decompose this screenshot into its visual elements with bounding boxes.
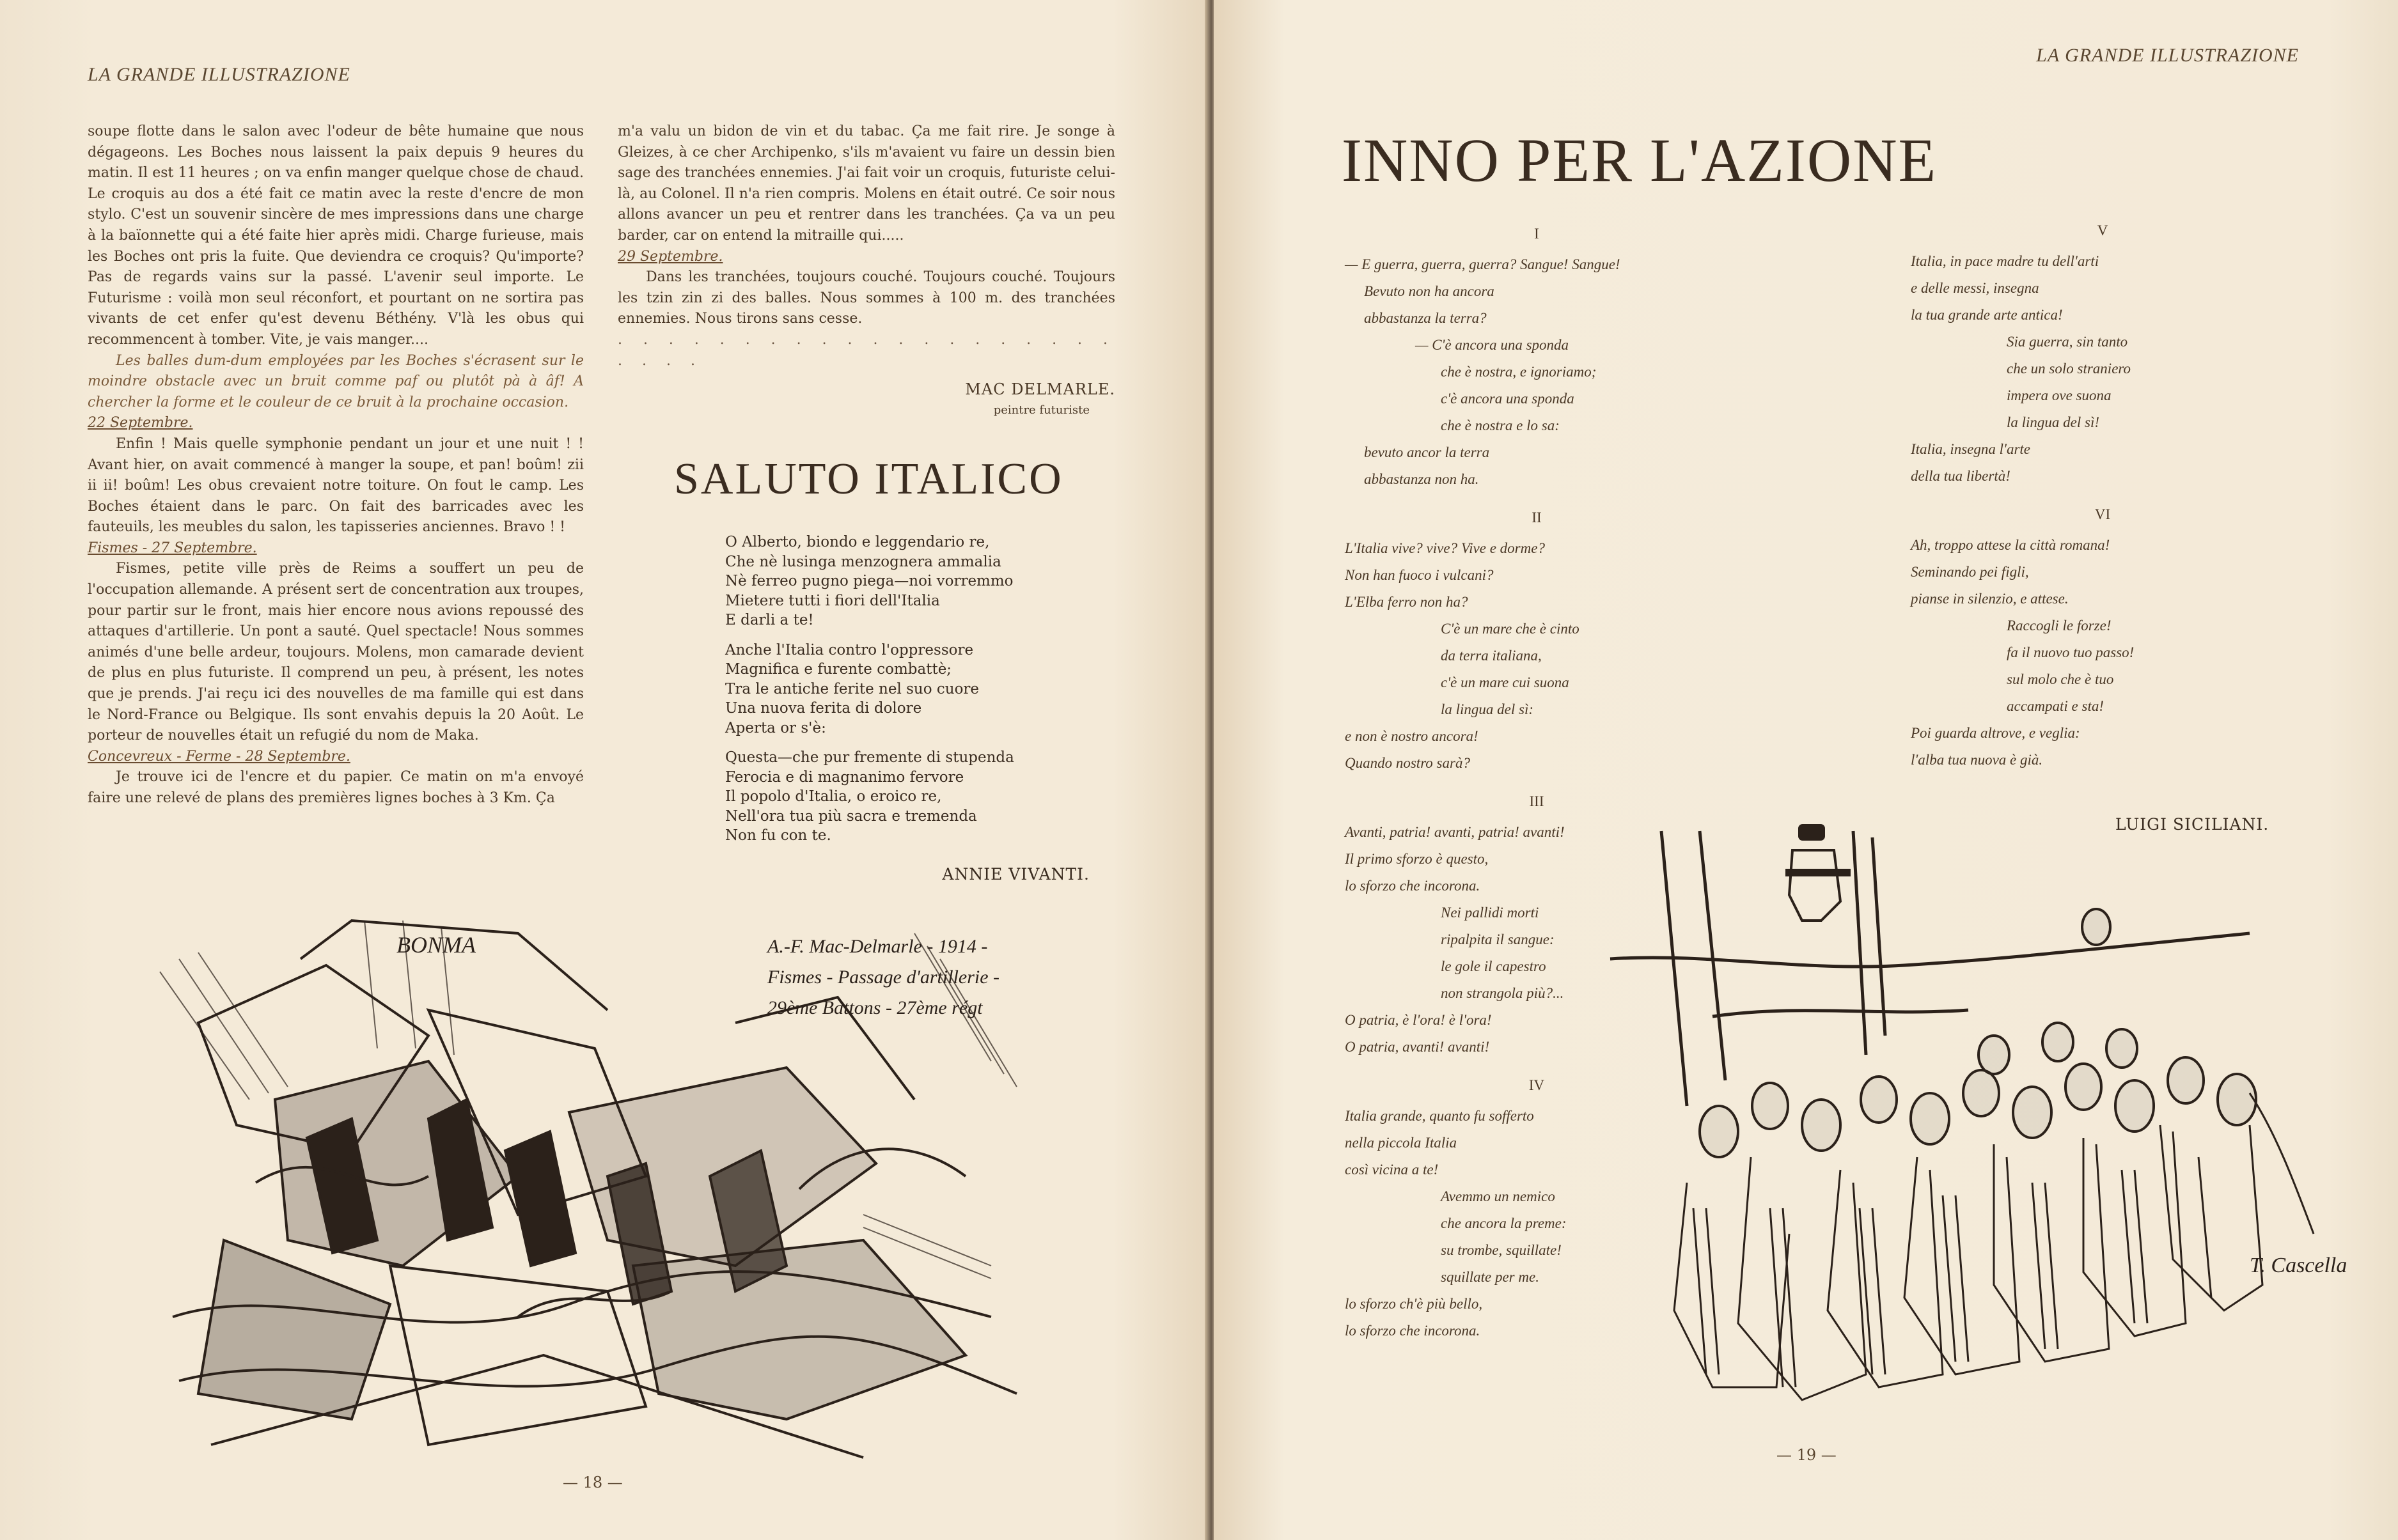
- poem-line: e non è nostro ancora!: [1345, 728, 1478, 744]
- poem-line: Non han fuoco i vulcani?: [1345, 567, 1494, 583]
- poem-line: che è nostra e lo sa:: [1441, 417, 1560, 433]
- poem-line: c'è ancora una sponda: [1441, 391, 1574, 407]
- poem-line: che ancora la preme:: [1441, 1215, 1567, 1231]
- journal-paragraph: Fismes, petite ville près de Reims a souffert un peu de l'occupation allemande. A présent sert de concentration aux troupes, pour partir sur le front, mais hier encore nous avions repoussé des attaques d'artillerie. Un pont a sauté. Quel spectacle! Nous sommes animés d'une belle ardeur, toujours. Molens, mon camarade devient de plus en plus futuriste. Il comprend un peu, à présent, les notes que je prends. J'ai reçu ici des nouvelles de ma famille qui est dans le Nord-France ou Belgique. Ils sont envahis depuis la 20 Août. Le porteur de nouvelles était un refugié du nom de Maka.: [88, 561, 584, 744]
- dateline: 29 Septembre.: [618, 248, 723, 265]
- poem-title-inno: INNO PER L'AZIONE: [1342, 126, 1938, 194]
- poem-line: la lingua del sì:: [1441, 701, 1534, 717]
- poem-line: Il primo sforzo è questo,: [1345, 851, 1489, 867]
- poem-section: [1345, 504, 1728, 777]
- left-page-header: LA GRANDE ILLUSTRAZIONE: [88, 64, 350, 85]
- poem-line: ripalpita il sangue:: [1441, 931, 1555, 947]
- poem-line: Italia grande, quanto fu sofferto: [1345, 1108, 1534, 1124]
- poem-line: — C'è ancora una sponda: [1415, 337, 1569, 353]
- dateline: Concevreux - Ferme - 28 Septembre.: [88, 748, 350, 765]
- sketch-inscription-line: 29ème Battons - 27ème régt: [767, 997, 983, 1018]
- poem-author: ANNIE VIVANTI.: [942, 865, 1090, 883]
- poem-line: abbastanza la terra?: [1364, 310, 1487, 326]
- journal-paragraph: Je trouve ici de l'encre et du papier. Ce matin on m'a envoyé faire une relevé de plans des premières lignes boches à 3 Km. Ça: [88, 769, 584, 806]
- poem-line: impera ove suona: [2007, 387, 2112, 403]
- poem-line: Raccogli le forze!: [2007, 618, 2112, 634]
- stanza-number: II: [1532, 509, 1542, 525]
- poem-line: della tua libertà!: [1911, 468, 2010, 484]
- poem-line: così vicina a te!: [1345, 1162, 1439, 1178]
- poem-line: nella piccola Italia: [1345, 1135, 1457, 1151]
- poem-line: Italia, in pace madre tu dell'arti: [1911, 253, 2099, 269]
- dateline: 22 Septembre.: [88, 415, 193, 432]
- sketch-inscription-line: A.-F. Mac-Delmarle - 1914 -: [767, 936, 988, 957]
- author-signature: MAC DELMARLE.: [965, 380, 1115, 399]
- poem-line: Italia, insegna l'arte: [1911, 441, 2030, 457]
- poem-line: C'è un mare che è cinto: [1441, 621, 1579, 637]
- dateline: Fismes - 27 Septembre.: [88, 540, 257, 556]
- poem-line: Avanti, patria! avanti, patria! avanti!: [1345, 824, 1565, 840]
- illustration-signature: T. Cascella: [2250, 1254, 2347, 1277]
- right-page-header: LA GRANDE ILLUSTRAZIONE: [2036, 45, 2299, 66]
- poem-line: fa il nuovo tuo passo!: [2007, 644, 2135, 660]
- journal-paragraph-italic: Les balles dum-dum employées par les Boches s'écrasent sur le moindre obstacle avec un bruit comme paf ou plutôt pà à âf! A chercher la forme et le couleur de ce bruit à la prochaine occasion.: [88, 352, 584, 410]
- poem-line: Mietere tutti i fiori dell'Italia: [725, 592, 940, 609]
- poem-line: da terra italiana,: [1441, 648, 1542, 664]
- poem-inno-right-column: [1911, 217, 2294, 774]
- poem-line: Che nè lusinga menzognera ammalia: [725, 553, 1001, 570]
- poem-line: Ferocia e di magnanimo fervore: [725, 768, 964, 786]
- poem-line: bevuto ancor la terra: [1364, 444, 1490, 460]
- journal-paragraph: Dans les tranchées, toujours couché. Toujours couché. Toujours les tzin zin zi des balles. Nous sommes à 100 m. des tranchées ennemies. Nous tirons sans cesse.: [618, 269, 1115, 327]
- poem-line: la tua grande arte antica!: [1911, 307, 2063, 323]
- poem-saluto-italico: [725, 533, 1014, 856]
- page-number: — 19 —: [1776, 1446, 1837, 1464]
- poem-line: non strangola più?...: [1441, 985, 1564, 1001]
- stanza-number: V: [2097, 222, 2108, 238]
- poem-line: Questa—che pur fremente di stupenda: [725, 749, 1014, 766]
- poem-line: e delle messi, insegna: [1911, 280, 2039, 296]
- ellipsis-dots: . . . . . . . . . . . . . . . . . . . . . . . .: [618, 331, 1115, 369]
- poem-stanza: [725, 641, 1014, 738]
- poem-stanza: [725, 748, 1014, 846]
- poem-line: O patria, avanti! avanti!: [1345, 1039, 1490, 1055]
- poem-line: — E guerra, guerra, guerra? Sangue! Sangue!: [1345, 256, 1620, 272]
- journal-paragraph: soupe flotte dans le salon avec l'odeur de bête humaine que nous dégageons. Les Boches nous laissent la paix depuis 9 heures du matin. Il est 11 heures ; on va enfin manger quelque chose de chaud. Le croquis au dos a été fait ce matin avec la reste d'encre de mon stylo. C'est un souvenir sincère de mes impressions dans une charge à la baïonnette qui a été faite hier après midi. Charge furieuse, mais les Boches ont pris la fuite. Que deviendra ce croquis? Qu'importe? Pas de regards vains sur la passé. L'avenir seul importe. Le Futurisme : voilà mon seul réconfort, et pourtant on ne sortira pas vivants de cet enfer qu'est devenu Béthény. V'là les obus qui recommencent à tomber. Vite, je vais manger....: [88, 123, 584, 348]
- author-role: peintre futuriste: [993, 403, 1090, 417]
- poem-line: Poi guarda altrove, e veglia:: [1911, 725, 2080, 741]
- poem-line: l'alba tua nuova è già.: [1911, 752, 2043, 768]
- poem-line: Ah, troppo attese la città romana!: [1911, 537, 2110, 553]
- stanza-number: VI: [2094, 506, 2111, 522]
- left-column: [88, 121, 584, 809]
- poem-line: le gole il capestro: [1441, 958, 1546, 974]
- poem-section: [1345, 221, 1728, 493]
- poem-line: Una nuova ferita di dolore: [725, 700, 922, 717]
- poem-line: Nell'ora tua più sacra e tremenda: [725, 807, 977, 825]
- poem-line: lo sforzo ch'è più bello,: [1345, 1296, 1483, 1312]
- stanza-number: IV: [1528, 1077, 1545, 1093]
- poem-line: che un solo straniero: [2007, 361, 2131, 377]
- poem-line: Anche l'Italia contro l'oppressore: [725, 641, 974, 658]
- poem-section: [1911, 217, 2294, 490]
- poem-line: Nè ferreo pugno piega—noi vorremmo: [725, 573, 1014, 589]
- poem-stanza: [725, 533, 1014, 630]
- page-number: — 18 —: [563, 1474, 623, 1491]
- poem-line: la lingua del sì!: [2007, 414, 2100, 430]
- stanza-number: III: [1529, 793, 1544, 809]
- soldiers-illustration: [1610, 825, 2347, 1419]
- poem-line: squillate per me.: [1441, 1269, 1539, 1285]
- poem-line: Quando nostro sarà?: [1345, 755, 1470, 771]
- stanza-number: I: [1534, 226, 1539, 242]
- poem-line: O patria, è l'ora! è l'ora!: [1345, 1012, 1492, 1028]
- poem-line: Seminando pei figli,: [1911, 564, 2029, 580]
- right-page: [1214, 0, 2398, 1540]
- sketch-sign-text: BONMA: [396, 932, 476, 958]
- right-column: [618, 121, 1115, 421]
- poem-line: Magnifica e furente combattè;: [725, 661, 952, 678]
- poem-line: che è nostra, e ignoriamo;: [1441, 364, 1597, 380]
- poem-section: [1911, 501, 2294, 774]
- poem-line: Il popolo d'Italia, o eroico re,: [725, 788, 942, 805]
- poem-line: Avemmo un nemico: [1441, 1188, 1555, 1204]
- poem-line: accampati e sta!: [2007, 698, 2104, 714]
- poem-line: Aperta or s'è:: [725, 719, 826, 736]
- poem-line: Tra le antiche ferite nel suo cuore: [725, 680, 980, 697]
- poem-line: Sia guerra, sin tanto: [2007, 334, 2128, 350]
- journal-paragraph: m'a valu un bidon de vin et du tabac. Ça me fait rire. Je songe à Gleizes, à ce cher Archipenko, s'ils m'avaient vu faire un dessin bien sage des tranchées ennemies. J'ai fait voir un croquis, futuriste celui-là, au Colonel. Il n'a rien compris. Molens en était outré. Ce soir nous allons avancer un peu et rentrer dans les tranchées. Ça va un peu barder, car on entend la mitraille qui.....: [618, 123, 1115, 244]
- poem-line: sul molo che è tuo: [2007, 671, 2114, 687]
- poem-line: L'Elba ferro non ha?: [1345, 594, 1468, 610]
- poem-line: pianse in silenzio, e attese.: [1911, 591, 2069, 607]
- journal-paragraph: Enfin ! Mais quelle symphonie pendant un jour et une nuit ! ! Avant hier, on avait commencé à manger la soupe, et pan! boûm! zii ii ii! boûm! Les obus crevaient notre toiture. On fout le camp. Les Boches étaient dans le parc. On fait des barricades avec les fauteuils, les meubles du salon, les tapisseries anciennes. Bravo ! !: [88, 435, 584, 536]
- sketch-inscription-line: Fismes - Passage d'artillerie -: [767, 967, 1000, 988]
- poem-author: LUIGI SICILIANI.: [2115, 815, 2269, 834]
- poem-line: lo sforzo che incorona.: [1345, 878, 1480, 894]
- futurist-sketch: [160, 908, 1049, 1470]
- poem-line: lo sforzo che incorona.: [1345, 1323, 1480, 1339]
- poem-line: Bevuto non ha ancora: [1364, 283, 1494, 299]
- poem-line: c'è un mare cui suona: [1441, 674, 1569, 690]
- poem-line: O Alberto, biondo e leggendario re,: [725, 534, 990, 550]
- poem-line: Non fu con te.: [725, 827, 831, 844]
- poem-line: su trombe, squillate!: [1441, 1242, 1562, 1258]
- poem-title-saluto: SALUTO ITALICO: [674, 455, 1063, 504]
- poem-line: Nei pallidi morti: [1441, 905, 1539, 921]
- poem-line: L'Italia vive? vive? Vive e dorme?: [1345, 540, 1545, 556]
- poem-line: E darli a te!: [725, 612, 814, 628]
- poem-line: abbastanza non ha.: [1364, 471, 1479, 487]
